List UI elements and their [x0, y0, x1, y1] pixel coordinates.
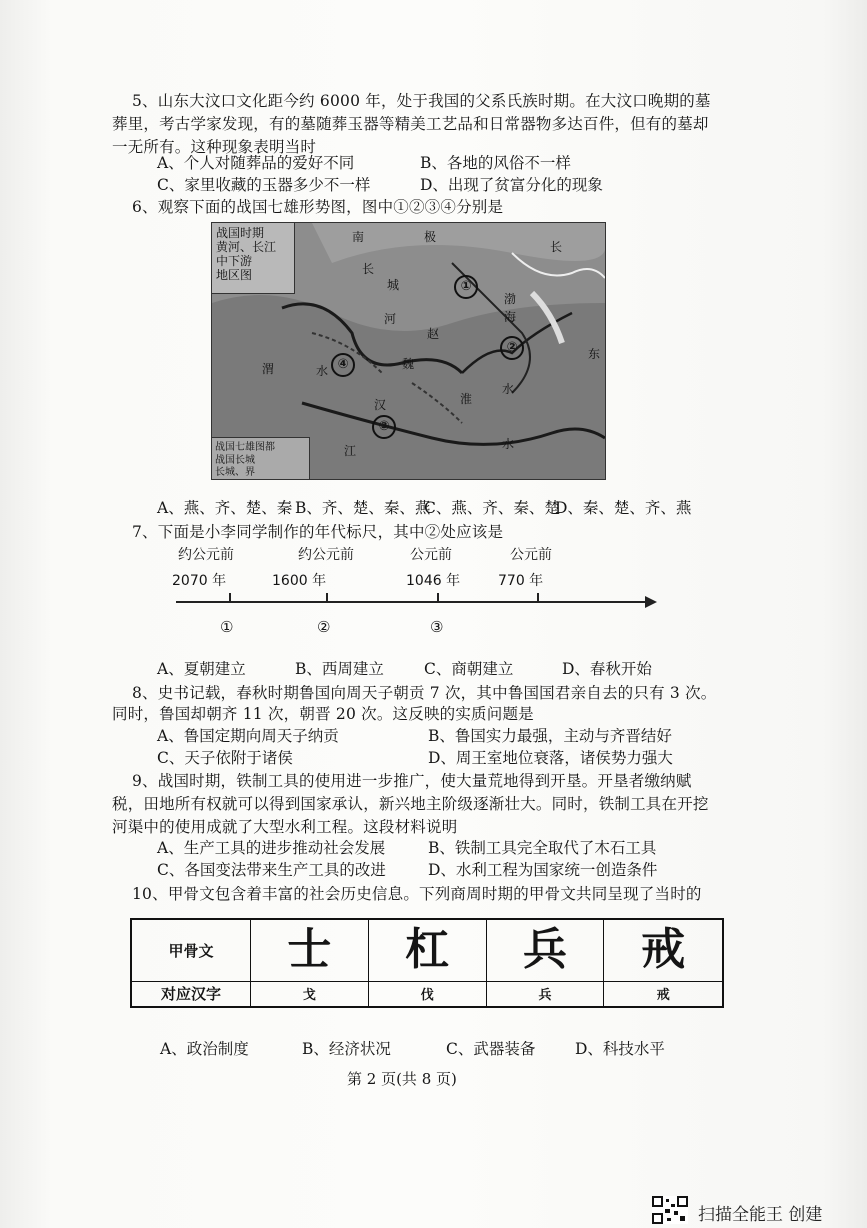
timeline-arrow-icon — [645, 596, 657, 608]
table-head-oracle: 甲骨文 — [131, 919, 251, 981]
oracle-glyph: 戒 — [604, 919, 723, 981]
timeline-tick — [326, 593, 328, 602]
q8-option-b: B、鲁国实力最强，主动与齐晋结好 — [428, 727, 672, 745]
timeline-year-label: 770 年 — [498, 573, 544, 589]
q6-option-d: D、秦、楚、齐、燕 — [555, 499, 692, 517]
q6-stem: 6、观察下面的战国七雄形势图，图中①②③④分别是 — [132, 198, 504, 216]
q8-option-c: C、天子依附于诸侯 — [157, 749, 293, 767]
hanzi-cell: 戈 — [251, 981, 369, 1007]
map-label: 东 — [588, 347, 601, 361]
map-legend-bottom — [212, 437, 310, 480]
oracle-bone-table — [130, 918, 724, 1008]
map-label: 魏 — [402, 357, 415, 371]
timeline-tick — [229, 593, 231, 602]
timeline-mark-3: ③ — [430, 618, 444, 636]
map-marker-2: ② — [500, 336, 524, 360]
map-label: 渭 — [262, 362, 275, 376]
scanner-brand: 扫描全能王 创建 — [698, 1205, 823, 1225]
map-label: 南 — [352, 230, 365, 244]
q10-stem: 10、甲骨文包含着丰富的社会历史信息。下列商周时期的甲骨文共同呈现了当时的 — [132, 885, 702, 903]
map-label: 渤 — [504, 292, 517, 306]
timeline-year-label: 1046 年 — [406, 573, 461, 589]
map-label: 海 — [504, 310, 517, 324]
oracle-glyph: 士 — [251, 919, 369, 981]
q5-option-d: D、出现了贫富分化的现象 — [420, 176, 603, 194]
map-label: 河 — [384, 312, 397, 326]
timeline-top-label: 约公元前 — [298, 547, 354, 563]
q8-stem-line-2: 同时，鲁国却朝齐 11 次，朝晋 20 次。这反映的实质问题是 — [112, 705, 534, 723]
map-label: 水 — [316, 364, 329, 378]
hanzi-cell: 兵 — [486, 981, 604, 1007]
q5-stem-line-2: 葬里，考古学家发现，有的墓随葬玉器等精美工艺品和日常器物多达百件，但有的墓却 — [112, 115, 709, 133]
timeline-axis — [176, 601, 650, 603]
hanzi-cell: 伐 — [368, 981, 486, 1007]
map-marker-4: ④ — [331, 353, 355, 377]
map-legend-top-1: 战国时期 — [216, 226, 265, 240]
q9-stem-line-1: 9、战国时期，铁制工具的使用进一步推广，使大量荒地得到开垦。开垦者缴纳赋 — [132, 772, 692, 790]
table-row — [131, 981, 723, 1007]
timeline-tick — [437, 593, 439, 602]
q9-stem-line-3: 河渠中的使用成就了大型水利工程。这段材料说明 — [112, 818, 458, 836]
timeline-top-label: 公元前 — [410, 547, 452, 563]
q7-option-d: D、春秋开始 — [562, 660, 652, 678]
q10-option-b: B、经济状况 — [302, 1040, 391, 1058]
map-legend-top-4: 地区图 — [216, 268, 253, 282]
timeline-mark-1: ① — [220, 618, 234, 636]
map-label: 赵 — [427, 327, 440, 341]
page-number: 第 2 页(共 8 页) — [347, 1070, 457, 1088]
map-label: 淮 — [460, 392, 473, 406]
q9-option-c: C、各国变法带来生产工具的改进 — [157, 861, 386, 879]
timeline-year-label: 1600 年 — [272, 573, 327, 589]
map-label: 汉 — [374, 398, 387, 412]
q10-option-c: C、武器装备 — [446, 1040, 536, 1058]
q7-stem: 7、下面是小李同学制作的年代标尺，其中②处应该是 — [132, 523, 504, 541]
qr-code-icon — [652, 1196, 688, 1224]
q5-stem-line-3: 一无所有。这种现象表明当时 — [112, 138, 317, 156]
timeline-year-label: 2070 年 — [172, 573, 227, 589]
q8-stem-line-1: 8、史书记载，春秋时期鲁国向周天子朝贡 7 次，其中鲁国国君亲自去的只有 3 次。 — [132, 684, 717, 702]
timeline-top-label: 约公元前 — [178, 547, 234, 563]
q6-option-b: B、齐、楚、秦、燕 — [295, 499, 431, 517]
q5-option-c: C、家里收藏的玉器多少不一样 — [157, 176, 371, 194]
map-legend-top — [212, 223, 295, 294]
oracle-glyph: 杠 — [368, 919, 486, 981]
hanzi-cell: 戒 — [604, 981, 723, 1007]
map-label: 长 — [550, 240, 563, 254]
map-legend-bottom-1: 战国七雄图都 — [215, 442, 275, 453]
map-legend-bottom-3: 长城、界 — [215, 467, 255, 478]
map-label: 极 — [424, 230, 437, 244]
map-marker-3: ③ — [372, 415, 396, 439]
map-legend-top-2: 黄河、长江 — [216, 240, 277, 254]
q10-option-a: A、政治制度 — [160, 1040, 249, 1058]
map-label: 城 — [387, 278, 400, 292]
q5-option-b: B、各地的风俗不一样 — [420, 154, 571, 172]
table-row — [131, 919, 723, 981]
timeline-mark-2: ② — [317, 618, 331, 636]
q9-option-b: B、铁制工具完全取代了木石工具 — [428, 839, 657, 857]
q9-stem-line-2: 税，田地所有权就可以得到国家承认，新兴地主阶级逐渐壮大。同时，铁制工具在开挖 — [112, 795, 709, 813]
q7-option-b: B、西周建立 — [295, 660, 384, 678]
timeline-tick — [537, 593, 539, 602]
q7-option-c: C、商朝建立 — [424, 660, 514, 678]
q8-option-a: A、鲁国定期向周天子纳贡 — [157, 727, 339, 745]
q9-option-d: D、水利工程为国家统一创造条件 — [428, 861, 658, 879]
map-label: 水 — [502, 437, 515, 451]
map-label: 江 — [344, 444, 357, 458]
q10-option-d: D、科技水平 — [575, 1040, 665, 1058]
q8-option-d: D、周王室地位衰落，诸侯势力强大 — [428, 749, 673, 767]
map-marker-1: ① — [454, 275, 478, 299]
q9-option-a: A、生产工具的进步推动社会发展 — [157, 839, 386, 857]
map-legend-top-3: 中下游 — [216, 254, 253, 268]
map-label: 水 — [502, 382, 515, 396]
q5-option-a: A、个人对随葬品的爱好不同 — [157, 154, 355, 172]
q7-option-a: A、夏朝建立 — [157, 660, 246, 678]
timeline-top-label: 公元前 — [510, 547, 552, 563]
q6-option-a: A、燕、齐、楚、秦 — [157, 499, 293, 517]
warring-states-map — [211, 222, 606, 480]
table-head-hanzi: 对应汉字 — [131, 981, 251, 1007]
q6-option-c: C、燕、齐、秦、楚 — [424, 499, 560, 517]
oracle-glyph: 兵 — [486, 919, 604, 981]
map-label: 长 — [362, 262, 375, 276]
map-legend-bottom-2: 战国长城 — [215, 455, 255, 466]
q5-stem-line-1: 5、山东大汶口文化距今约 6000 年，处于我国的父系氏族时期。在大汶口晚期的墓 — [132, 92, 711, 110]
